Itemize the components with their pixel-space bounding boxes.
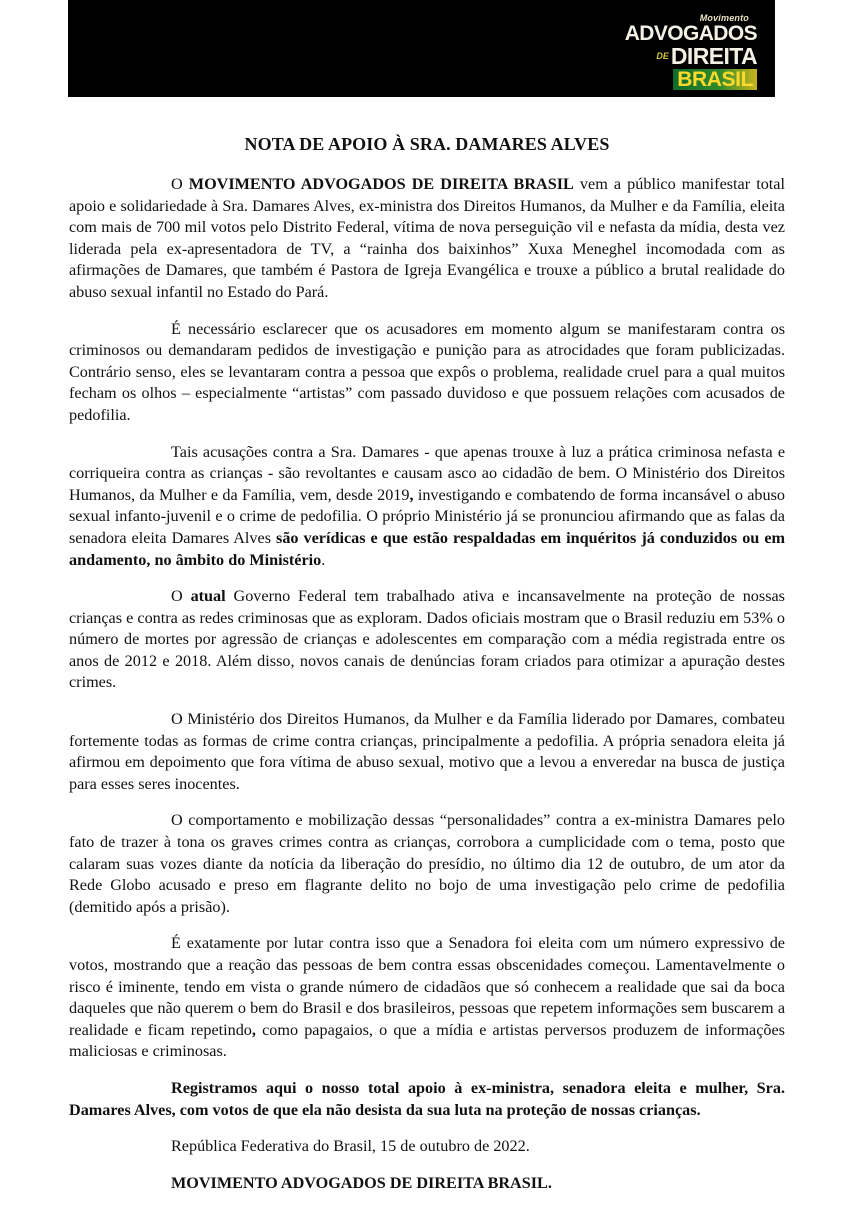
logo-line-brasil: BRASIL bbox=[673, 69, 757, 90]
support-statement: Registramos aqui o nosso total apoio à ex-ministra, senadora eleita e mulher, Sra. Damares Alves, com votos de que ela não desista da sua luta na proteção de nossas crianças. bbox=[69, 1078, 785, 1119]
paragraph-1: O MOVIMENTO ADVOGADOS DE DIREITA BRASIL vem a público manifestar total apoio e solidariedade à Sra. Damares Alves, ex-ministra dos Direitos Humanos, da Mulher e da Família, eleita com mais de 700 mil votos pelo Distrito Federal, vítima de nova perseguição vil e nefasta da mídia, desta vez liderada pela ex-apresentadora de TV, a “rainha dos baixinhos” Xuxa Meneghel incomodada com as afirmações de Damares, que também é Pastora de Igreja Evangélica e trouxe a público a brutal realidade do abuso sexual infantil no Estado do Pará. bbox=[69, 175, 785, 301]
date-line: República Federativa do Brasil, 15 de outubro de 2022. bbox=[171, 1137, 530, 1156]
logo-line-advogados: ADVOGADOS bbox=[624, 22, 757, 45]
paragraph-6: O comportamento e mobilização dessas “personalidades” contra a ex-ministra Damares pelo fato de trazer à tona os graves crimes contra as crianças, corrobora a cumplicidade com o tema, posto que calaram suas vozes diante da notícia da liberação do presídio, no último dia 12 de outubro, de um ator da Rede Globo acusado e preso em flagrante delito no bojo de uma investigação pelo crime de pedofilia (demitido após a prisão). bbox=[69, 811, 785, 916]
document-title: NOTA DE APOIO À SRA. DAMARES ALVES bbox=[244, 134, 610, 154]
logo-line-de: DE bbox=[656, 51, 669, 61]
paragraph-3: Tais acusações contra a Sra. Damares - que apenas trouxe à luz a prática criminosa nefasta e corriqueira contra as crianças - são revoltantes e causam asco ao cidadão de bem. O Ministério dos Direitos Humanos, da Mulher e da Família, vem, desde 2019, investigando e combatendo de forma incansável o abuso sexual infanto-juvenil e o crime de pedofilia. O próprio Ministério já se pronunciou afirmando que as falas da senadora eleita Damares Alves são verídicas e que estão respaldadas em inquéritos já conduzidos ou em andamento, no âmbito do Ministério. bbox=[69, 442, 785, 569]
signature: MOVIMENTO ADVOGADOS DE DIREITA BRASIL. bbox=[171, 1173, 552, 1192]
logo-line-movimento: Movimento bbox=[699, 13, 749, 23]
logo-row-direita bbox=[617, 45, 757, 68]
atual-bold: atual bbox=[190, 587, 226, 606]
document-body bbox=[69, 132, 785, 1209]
ministry-statement-bold: são verídicas e que estão respaldadas em inquéritos já conduzidos ou em andamento, no âmbito do Ministério bbox=[69, 528, 785, 569]
header-banner bbox=[68, 0, 775, 97]
movement-name-bold: MOVIMENTO ADVOGADOS DE DIREITA BRASIL bbox=[188, 175, 574, 193]
paragraph-2: É necessário esclarecer que os acusadores em momento algum se manifestaram contra os criminosos ou demandaram pedidos de investigação e punição para as atrocidades que foram publicizadas. Contrário senso, eles se levantaram contra a pessoa que expôs o problema, realidade cruel para a qual muitos fecham os olhos – especialmente “artistas” com passado duvidoso e que possuem relações com acusados de pedofilia. bbox=[69, 319, 785, 424]
paragraph-7: É exatamente por lutar contra isso que a Senadora foi eleita com um número expressivo de votos, mostrando que a reação das pessoas de bem contra essas obscenidades começou. Lamentavelmente o risco é iminente, tendo em vista o grande número de cidadãos que só conhecem a realidade que sai da boca daqueles que não querem o bem do Brasil e dos brasileiros, pessoas que repetem informações sem buscarem a realidade e ficam repetindo, como papagaios, o que a mídia e artistas perversos produzem de informações maliciosas e criminosas. bbox=[69, 934, 785, 1061]
paragraph-4: O atual Governo Federal tem trabalhado ativa e incansavelmente na proteção de nossas crianças e contra as redes criminosas que as exploram. Dados oficiais mostram que o Brasil reduziu em 53% o número de mortes por agressão de crianças e adolescentes em comparação com a média registrada entre os anos de 2012 e 2018. Além disso, novos canais de denúncias foram criados para otimizar a apuração destes crimes. bbox=[69, 587, 785, 692]
movement-logo bbox=[617, 13, 757, 91]
paragraph-5: O Ministério dos Direitos Humanos, da Mulher e da Família liderado por Damares, combateu fortemente todas as formas de crime contra crianças, principalmente a pedofilia. A própria senadora eleita já afirmou em depoimento que fora vítima de abuso sexual, motivo que a levou a enveredar na busca de justiça para esses seres inocentes. bbox=[69, 710, 785, 793]
logo-line-direita: DIREITA bbox=[670, 43, 757, 69]
